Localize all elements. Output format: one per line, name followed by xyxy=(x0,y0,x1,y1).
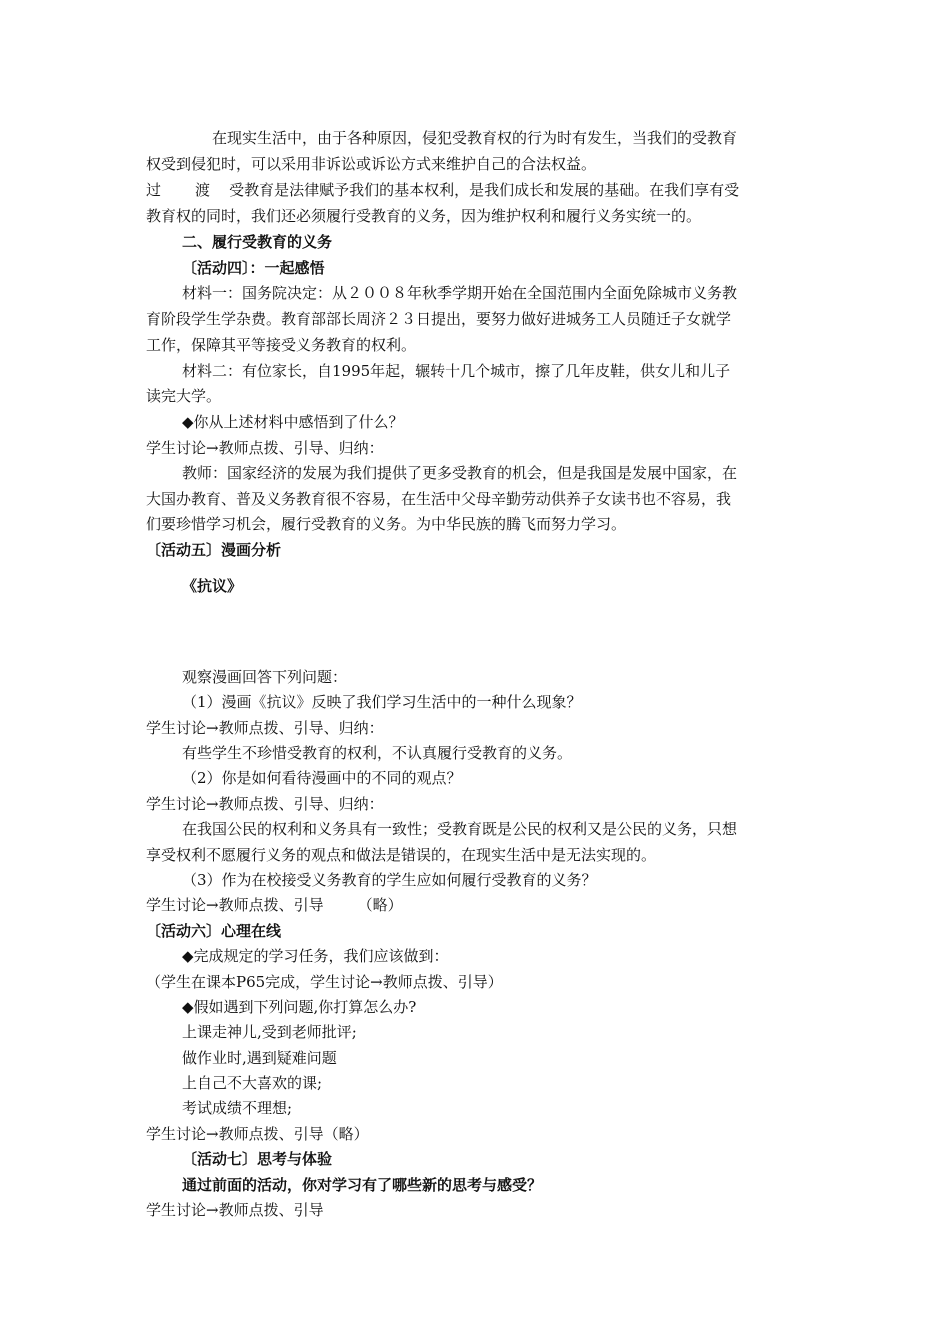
paragraph-line: 们要珍惜学习机会，履行受教育的义务。为中华民族的腾飞而努力学习。 xyxy=(146,515,627,533)
discussion-line: 学生讨论→教师点拨、引导、归纳： xyxy=(146,719,384,737)
paragraph-line: 享受权利不愿履行义务的观点和做法是错误的，在现实生活中是无法实现的。 xyxy=(146,846,657,864)
discussion-line: 学生讨论→教师点拨、引导 xyxy=(146,1201,324,1219)
cartoon-title: 《抗议》 xyxy=(182,577,243,595)
omitted-note: （略） xyxy=(357,896,403,914)
paragraph-line: 观察漫画回答下列问题： xyxy=(182,668,348,686)
activity-heading: 〔活动七〕思考与体验 xyxy=(182,1150,333,1168)
paragraph-line: 教师：国家经济的发展为我们提供了更多受教育的机会，但是我国是发展中国家，在 xyxy=(182,464,738,482)
paragraph-line: （学生在课本P65完成，学生讨论→教师点拨、引导） xyxy=(146,973,503,991)
paragraph-line: 大国办教育、普及义务教育很不容易，在生活中父母辛勤劳动供养子女读书也不容易，我 xyxy=(146,490,732,508)
list-item: 上自己不大喜欢的课; xyxy=(182,1074,323,1092)
paragraph-line: 材料二：有位家长，自1995年起，辗转十几个城市，擦了几年皮鞋，供女儿和儿子 xyxy=(182,362,731,380)
paragraph-line: 教育权的同时，我们还必须履行受教育的义务，因为维护权利和履行义务实统一的。 xyxy=(146,207,702,225)
paragraph-line: 育阶段学生学杂费。教育部部长周济２３日提出，要努力做好进城务工人员随迁子女就学 xyxy=(146,310,732,328)
transition-label-part1: 过 xyxy=(146,181,162,199)
paragraph-line: 在我国公民的权利和义务具有一致性；受教育既是公民的权利又是公民的义务，只想 xyxy=(182,820,738,838)
discussion-line xyxy=(146,895,810,915)
discussion-text: 学生讨论→教师点拨、引导 xyxy=(146,896,324,914)
paragraph-line: 权受到侵犯时，可以采用非诉讼或诉讼方式来维护自己的合法权益。 xyxy=(146,155,597,173)
list-item: 上课走神儿,受到老师批评; xyxy=(182,1023,357,1041)
paragraph-line: 读完大学。 xyxy=(146,387,222,405)
question-line: 通过前面的活动，你对学习有了哪些新的思考与感受？ xyxy=(182,1176,543,1194)
list-item: 做作业时,遇到疑难问题 xyxy=(182,1049,337,1067)
discussion-line: 学生讨论→教师点拨、引导（略） xyxy=(146,1125,369,1143)
paragraph-line: 在现实生活中，由于各种原因，侵犯受教育权的行为时有发生，当我们的受教育 xyxy=(212,129,738,147)
question-line: ◆假如遇到下列问题,你打算怎么办? xyxy=(182,998,417,1016)
discussion-line: 学生讨论→教师点拨、引导、归纳： xyxy=(146,795,384,813)
paragraph-line: 有些学生不珍惜受教育的权利，不认真履行受教育的义务。 xyxy=(182,744,573,762)
discussion-line: 学生讨论→教师点拨、引导、归纳： xyxy=(146,439,384,457)
transition-text: 受教育是法律赋予我们的基本权利，是我们成长和发展的基础。在我们享有受 xyxy=(229,181,740,199)
transition-line xyxy=(146,180,810,200)
question-line: ◆完成规定的学习任务，我们应该做到： xyxy=(182,947,449,965)
paragraph-line: 工作，保障其平等接受义务教育的权利。 xyxy=(146,336,417,354)
question-line: ◆你从上述材料中感悟到了什么？ xyxy=(182,413,404,431)
section-heading: 二、履行受教育的义务 xyxy=(182,233,333,251)
activity-heading: 〔活动四〕：一起感悟 xyxy=(182,259,325,277)
activity-heading: 〔活动六〕心理在线 xyxy=(146,922,282,940)
activity-heading: 〔活动五〕漫画分析 xyxy=(146,541,282,559)
paragraph-line: 材料一：国务院决定：从２００８年秋季学期开始在全国范围内全面免除城市义务教 xyxy=(182,284,738,302)
question-line: （3）作为在校接受义务教育的学生应如何履行受教育的义务？ xyxy=(182,871,597,889)
question-line: （2）你是如何看待漫画中的不同的观点？ xyxy=(182,769,462,787)
transition-label-part2: 渡 xyxy=(195,181,211,199)
list-item: 考试成绩不理想; xyxy=(182,1099,293,1117)
question-line: （1）漫画《抗议》反映了我们学习生活中的一种什么现象？ xyxy=(182,693,582,711)
